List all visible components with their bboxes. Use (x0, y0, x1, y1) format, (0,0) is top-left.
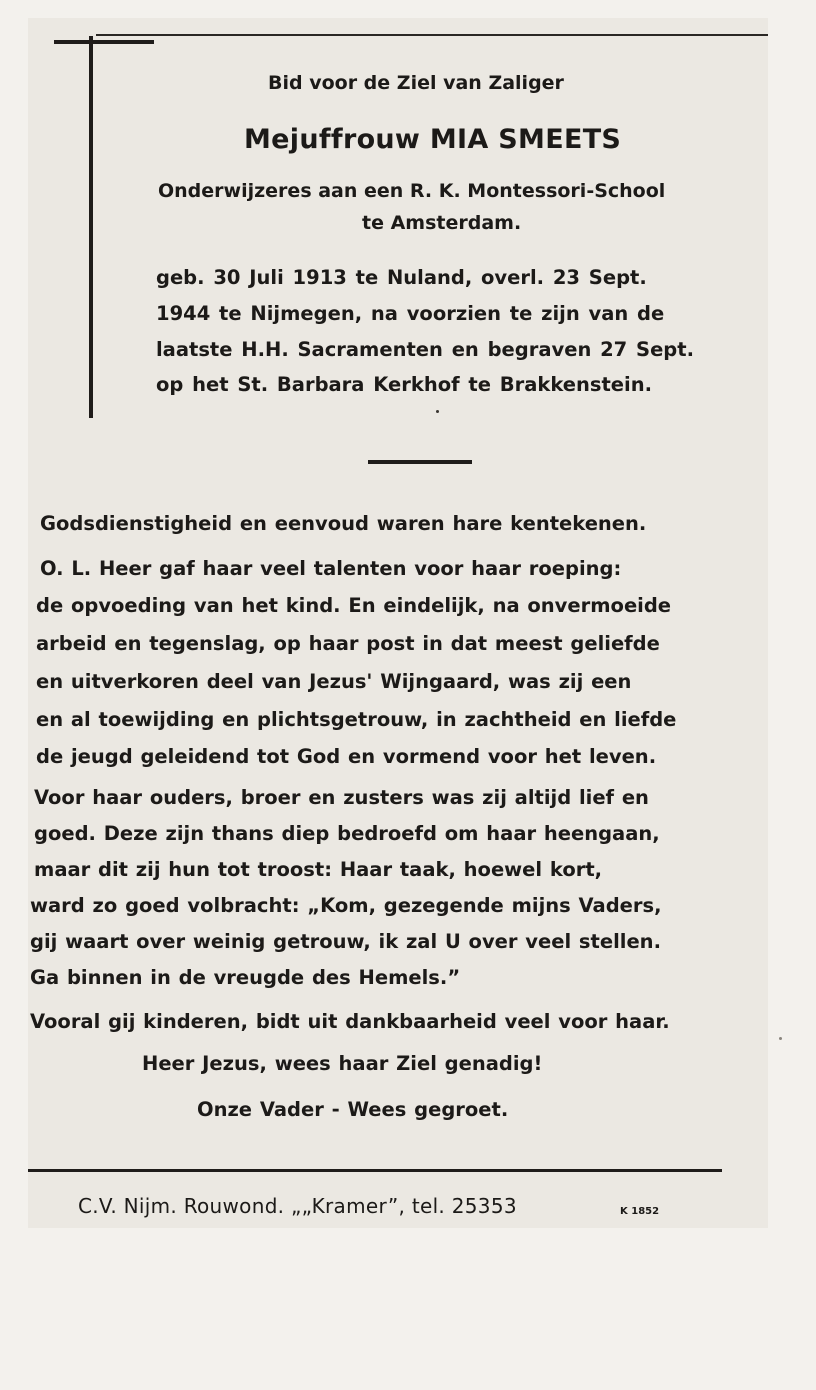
body-line: O. L. Heer gaf haar veel talenten voor haar roeping: (40, 557, 622, 580)
body-line: arbeid en tegenslag, op haar post in dat meest geliefde (36, 632, 660, 655)
print-speck (779, 1037, 782, 1040)
body-line: en al toewijding en plichtsgetrouw, in zachtheid en liefde (36, 708, 677, 731)
body-line: Vooral gij kinderen, bidt uit dankbaarheid veel voor haar. (30, 1010, 670, 1033)
center-divider (368, 460, 472, 464)
body-line: de jeugd geleidend tot God en vormend voor het leven. (36, 745, 657, 768)
dates-line-4: op het St. Barbara Kerkhof te Brakkenstein. (156, 373, 652, 396)
body-line: de opvoeding van het kind. En eindelijk, na onvermoeide (36, 594, 672, 617)
body-line: Voor haar ouders, broer en zusters was zij altijd lief en (34, 786, 649, 809)
body-line: Ga binnen in de vreugde des Hemels.” (30, 966, 461, 989)
corner-ornament-horizontal (54, 40, 154, 44)
body-line: gij waart over weinig getrouw, ik zal U over veel stellen. (30, 930, 661, 953)
occupation-line-2: te Amsterdam. (362, 212, 522, 234)
bottom-divider (28, 1169, 722, 1172)
print-speck (436, 410, 439, 413)
occupation-line-1: Onderwijzeres aan een R. K. Montessori-School (158, 180, 666, 202)
body-line: Godsdienstigheid en eenvoud waren hare kentekenen. (40, 512, 647, 535)
deceased-name: Mejuffrouw MIA SMEETS (244, 124, 622, 155)
body-line: maar dit zij hun tot troost: Haar taak, hoewel kort, (34, 858, 603, 881)
body-line: ward zo goed volbracht: „Kom, gezegende mijns Vaders, (30, 894, 662, 917)
closing-prayers-names: Onze Vader - Wees gegroet. (197, 1098, 509, 1121)
body-line: goed. Deze zijn thans diep bedroefd om haar heengaan, (34, 822, 660, 845)
dates-line-2: 1944 te Nijmegen, na voorzien te zijn van de (156, 302, 665, 325)
dates-line-1: geb. 30 Juli 1913 te Nuland, overl. 23 Sept. (156, 266, 647, 289)
print-code: K 1852 (620, 1206, 660, 1217)
printer-credit: C.V. Nijm. Rouwond. „„Kramer”, tel. 25353 (78, 1194, 517, 1218)
closing-prayer: Heer Jezus, wees haar Ziel genadig! (142, 1052, 543, 1075)
prayer-line: Bid voor de Ziel van Zaliger (268, 72, 564, 94)
dates-line-3: laatste H.H. Sacramenten en begraven 27 Sept. (156, 338, 694, 361)
top-border-rule (96, 34, 768, 36)
corner-ornament-vertical (89, 36, 93, 418)
body-line: en uitverkoren deel van Jezus' Wijngaard, was zij een (36, 670, 632, 693)
